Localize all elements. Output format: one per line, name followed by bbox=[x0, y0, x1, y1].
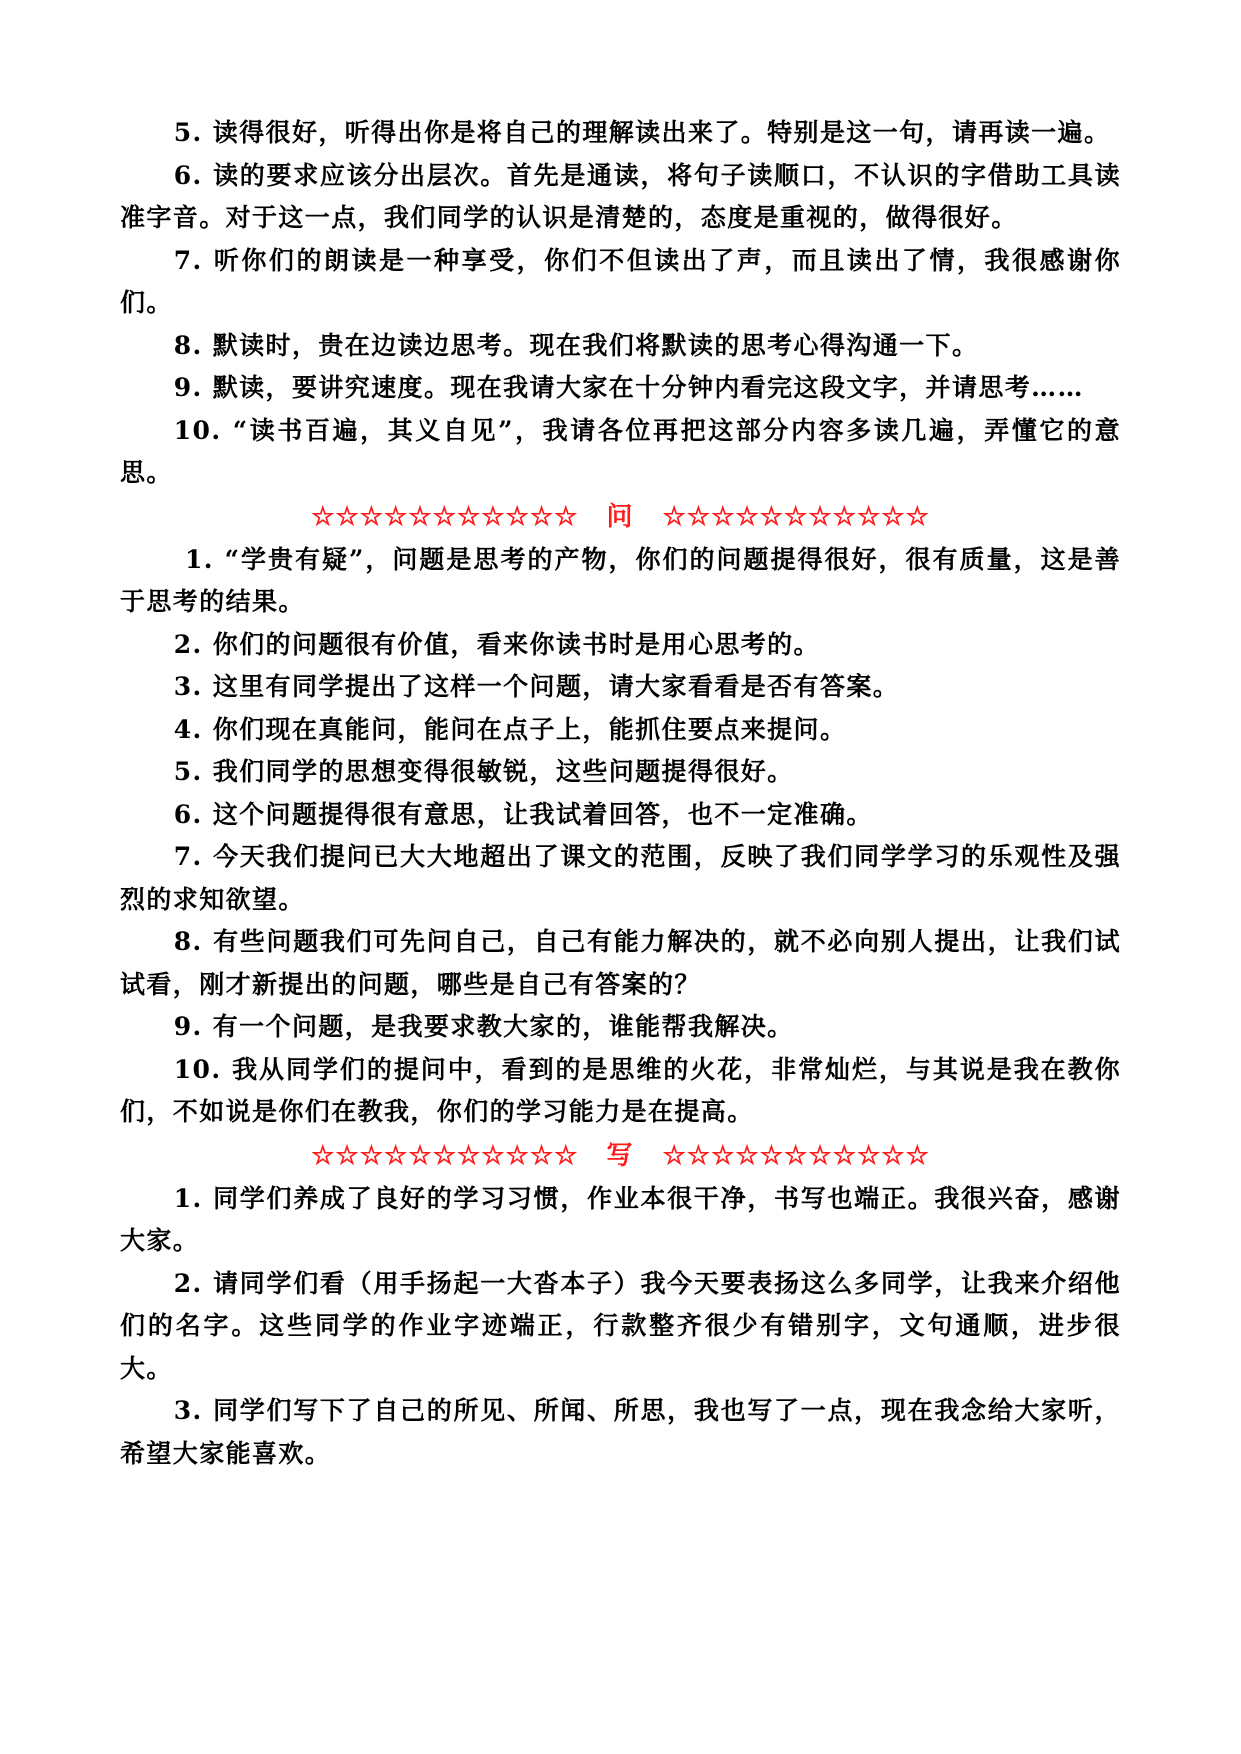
section-heading-ask bbox=[120, 495, 1121, 539]
section-heading-write bbox=[120, 1134, 1121, 1178]
ask-item-10: 10. 我从同学们的提问中，看到的是思维的火花，非常灿烂，与其说是我在教你们，不如说是你们在教我，你们的学习能力是在提高。 bbox=[120, 1054, 1121, 1126]
star-decoration-left: ☆☆☆☆☆☆☆☆☆☆☆ bbox=[311, 1140, 579, 1171]
read-item-6: 6. 读的要求应该分出层次。首先是通读，将句子读顺口，不认识的字借助工具读准字音。对于这一点，我们同学的认识是清楚的，态度是重视的，做得很好。 bbox=[120, 160, 1121, 232]
write-item-1: 1. 同学们养成了良好的学习习惯，作业本很干净，书写也端正。我很兴奋，感谢大家。 bbox=[120, 1183, 1121, 1255]
write-item-2: 2. 请同学们看（用手扬起一大沓本子）我今天要表扬这么多同学，让我来介绍他们的名字。这些同学的作业字迹端正，行款整齐很少有错别字，文句通顺，进步很大。 bbox=[120, 1268, 1121, 1383]
read-item-7: 7. 听你们的朗读是一种享受，你们不但读出了声，而且读出了情，我很感谢你们。 bbox=[120, 245, 1121, 317]
read-item-10: 10. “读书百遍，其义自见”，我请各位再把这部分内容多读几遍，弄懂它的意思。 bbox=[120, 415, 1121, 487]
star-decoration-left: ☆☆☆☆☆☆☆☆☆☆☆ bbox=[311, 501, 579, 532]
read-item-9: 9. 默读，要讲究速度。现在我请大家在十分钟内看完这段文字，并请思考…… bbox=[173, 373, 1084, 402]
ask-item-9: 9. 有一个问题，是我要求教大家的，谁能帮我解决。 bbox=[173, 1012, 794, 1041]
ask-item-4: 4. 你们现在真能问，能问在点子上，能抓住要点来提问。 bbox=[173, 714, 847, 744]
ask-item-1: 1. “学贵有疑”，问题是思考的产物，你们的问题提得很好，很有质量，这是善于思考的结果。 bbox=[120, 544, 1121, 616]
section-title-write: 写 bbox=[606, 1140, 635, 1171]
ask-item-3: 3. 这里有同学提出了这样一个问题，请大家看看是否有答案。 bbox=[173, 672, 900, 701]
ask-item-7: 7. 今天我们提问已大大地超出了课文的范围，反映了我们同学学习的乐观性及强烈的求知欲望。 bbox=[120, 842, 1121, 914]
star-decoration-right: ☆☆☆☆☆☆☆☆☆☆☆ bbox=[662, 501, 930, 532]
section-title-ask: 问 bbox=[606, 501, 635, 532]
ask-item-8: 8. 有些问题我们可先问自己，自己有能力解决的，就不必向别人提出，让我们试试看，刚才新提出的问题，哪些是自己有答案的？ bbox=[120, 927, 1121, 999]
ask-item-6: 6. 这个问题提得很有意思，让我试着回答，也不一定准确。 bbox=[173, 799, 873, 829]
write-item-3: 3. 同学们写下了自己的所见、所闻、所思，我也写了一点，现在我念给大家听，希望大家能喜欢。 bbox=[120, 1396, 1121, 1468]
read-item-8: 8. 默读时，贵在边读边思考。现在我们将默读的思考心得沟通一下。 bbox=[173, 330, 979, 360]
star-decoration-right: ☆☆☆☆☆☆☆☆☆☆☆ bbox=[662, 1140, 930, 1171]
ask-item-5: 5. 我们同学的思想变得很敏锐，这些问题提得很好。 bbox=[173, 757, 794, 786]
ask-item-2: 2. 你们的问题很有价值，看来你读书时是用心思考的。 bbox=[173, 629, 820, 659]
read-item-5: 5. 读得很好，听得出你是将自己的理解读出来了。特别是这一句，请再读一遍。 bbox=[173, 118, 1111, 147]
